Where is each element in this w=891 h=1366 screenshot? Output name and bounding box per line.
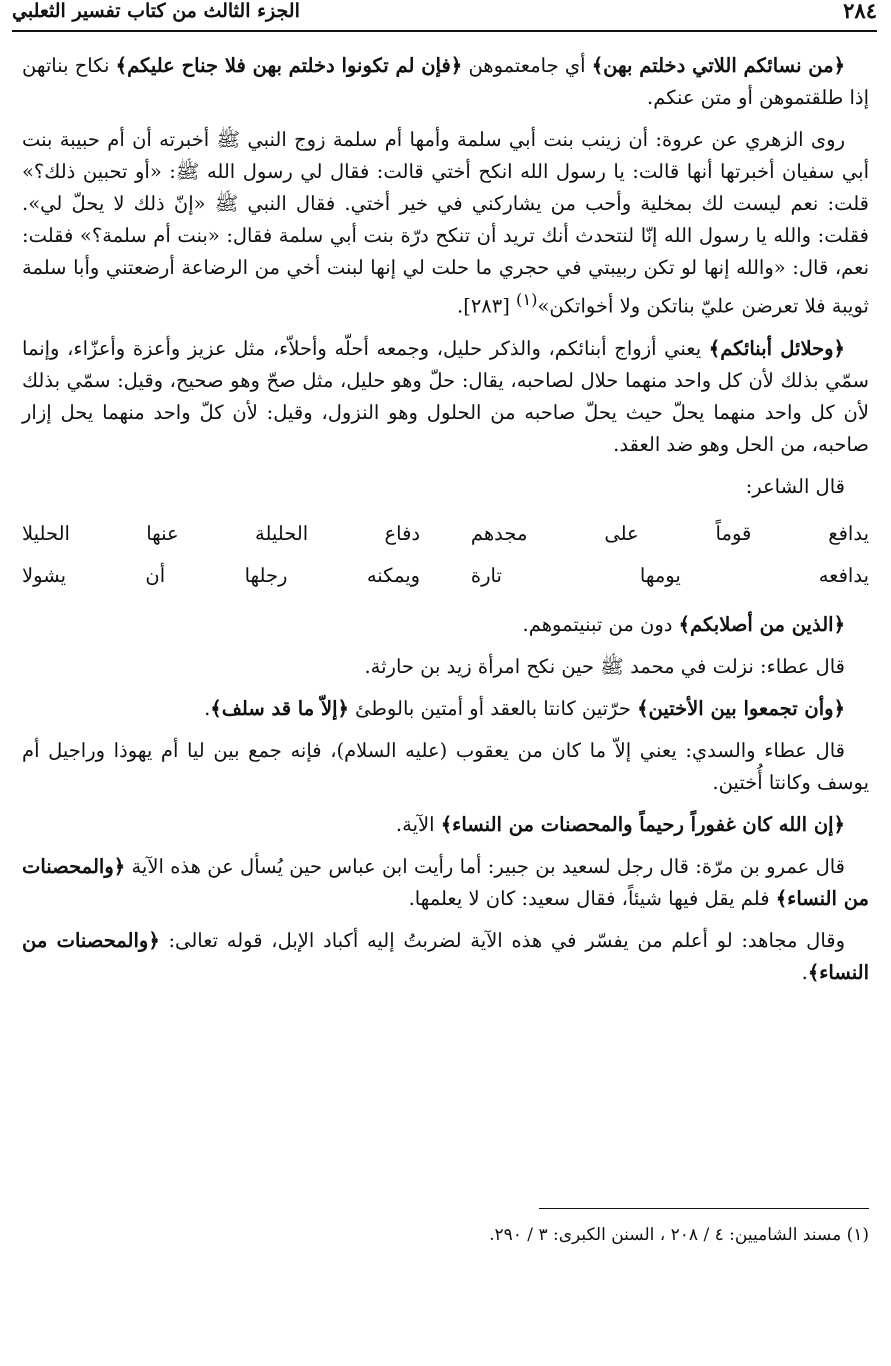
paragraph xyxy=(22,925,869,989)
paragraph-text: قال عطاء: نزلت في محمد ﷺ حين نكح امرأة زيد بن حارثة. xyxy=(364,654,845,678)
paragraph-text: حرّتين كانتا بالعقد أو أمتين بالوطئ xyxy=(348,696,638,720)
paragraph-text: فلم يقل فيها شيئاً، فقال سعيد: كان لا يعلمها. xyxy=(408,886,776,910)
quran-quote: ﴿إلاّ ما قد سلف﴾ xyxy=(210,696,349,720)
paragraph xyxy=(22,50,869,114)
paragraph xyxy=(22,124,869,323)
paragraph xyxy=(22,609,869,641)
quran-quote: ﴿من نسائكم اللاتي دخلتم بهن﴾ xyxy=(591,54,846,77)
paragraph-text: وقال مجاهد: لو أعلم من يفسّر في هذه الآية لضربتُ إليه أكباد الإبل، قوله تعالى: xyxy=(159,928,845,952)
poem-verse xyxy=(22,555,869,597)
poem-block xyxy=(22,513,869,597)
paragraph-text: أي جامعتموهن xyxy=(462,54,592,77)
paragraph-text: نكاح بناتهن إذا طلقتموهن أو متن عنكم. xyxy=(22,54,869,109)
main-text xyxy=(22,50,869,999)
paragraph xyxy=(22,851,869,915)
quran-quote: ﴿إن الله كان غفوراً رحيماً والمحصنات من النساء﴾ xyxy=(440,812,845,836)
footnote-marker: (١) xyxy=(516,290,538,309)
paragraph-text: قال عمرو بن مرّة: قال رجل لسعيد بن جبير: أما رأيت ابن عباس حين يُسأل عن هذه الآية xyxy=(125,854,845,878)
paragraph xyxy=(22,809,869,841)
quran-quote: ﴿الذين من أصلابكم﴾ xyxy=(678,612,845,636)
paragraph xyxy=(22,693,869,725)
poem-hemistich-right: يدافع قوماً على مجدهم xyxy=(470,521,869,545)
paragraph xyxy=(22,471,869,503)
quran-quote: ﴿وأن تجمعوا بين الأختين﴾ xyxy=(637,696,845,720)
paragraph-text: . xyxy=(204,696,211,720)
page-header xyxy=(12,0,877,32)
paragraph-text: [٢٨٣]. xyxy=(457,294,517,318)
paragraph xyxy=(22,651,869,683)
paragraph xyxy=(22,333,869,461)
poem-hemistich-left: ويمكنه رجلها أن يشولا xyxy=(22,563,421,587)
paragraph-text: قال الشاعر: xyxy=(745,474,845,498)
quran-quote: ﴿فإن لم تكونوا دخلتم بهن فلا جناح عليكم﴾ xyxy=(115,54,463,77)
paragraph-text: . xyxy=(801,960,808,984)
footnote: (١) مسند الشاميين: ٤ / ٢٠٨ ، السنن الكبرى: ٣ / ٢٩٠. xyxy=(489,1225,869,1245)
paragraph xyxy=(22,735,869,799)
paragraph-text: يعني أزواج أبنائكم، والذكر حليل، وجمعه أحلّه وأحلاّء، مثل عزيز وأعزة وأعزّاء، وإنما سمّي بذلك لأن كل واحد منهما حلال لصاحبه، يقال: حلّ وهو حليل، مثل صحّ وهو صحيح، وقيل: سمّي بذلك لأن كل واحد منهما يحلّ حيث يحلّ صاحبه من الحلول وهو النزول، وقيل: لأن كلّ واحد منهما يحل إزار صاحبه، من الحل وهو ضد العقد. xyxy=(22,336,869,456)
page-number: ٢٨٤ xyxy=(843,0,877,23)
paragraph-group-1 xyxy=(22,50,869,503)
poem-hemistich-left: دفاع الحليلة عنها الحليلا xyxy=(22,521,421,545)
paragraph-text: دون من تبنيتموهم. xyxy=(522,612,679,636)
paragraph-text: قال عطاء والسدي: يعني إلاّ ما كان من يعقوب (عليه السلام)، فإنه جمع بين ليا أم يهوذا وراجيل أم يوسف وكانتا أُختين. xyxy=(22,738,869,794)
paragraph-text: الآية. xyxy=(395,812,441,836)
footnote-divider xyxy=(539,1208,869,1209)
quran-quote: ﴿والمحصنات من النساء﴾ xyxy=(22,928,869,984)
book-title: الجزء الثالث من كتاب تفسير الثعلبي xyxy=(12,0,300,22)
poem-hemistich-right: يدافعه يومها تارة xyxy=(470,563,869,587)
quran-quote: ﴿والمحصنات من النساء﴾ xyxy=(22,854,869,910)
paragraph-text: روى الزهري عن عروة: أن زينب بنت أبي سلمة وأمها أم سلمة زوج النبي ﷺ أخبرته أن أم حبيبة بنت أبي سفيان أخبرتها أنها قالت: يا رسول الله انكح أختي قالت: فقال لي رسول الله ﷺ: «أو تحبين ذلك؟» قلت: نعم ليست لك بمخلية وأحب من يشاركني في خير أختي. فقال النبي ﷺ «إنّ ذلك لا يحلّ لي». فقلت: والله يا رسول الله إنّا لنتحدث أنك تريد أن تنكح درّة بنت أبي سلمة فقال: «بنت أم سلمة؟» فقلت: نعم، قال: «والله إنها لو تكن ربيبتي في حجري ما حلت لي إنها لبنت أخي من الرضاعة أرضعتني وأبا سلمة ثويبة فلا تعرضن عليّ بناتكن ولا أخواتكن» xyxy=(22,128,869,318)
quran-quote: ﴿وحلائل أبنائكم﴾ xyxy=(708,336,845,360)
poem-verse xyxy=(22,513,869,555)
paragraph-group-2 xyxy=(22,609,869,989)
